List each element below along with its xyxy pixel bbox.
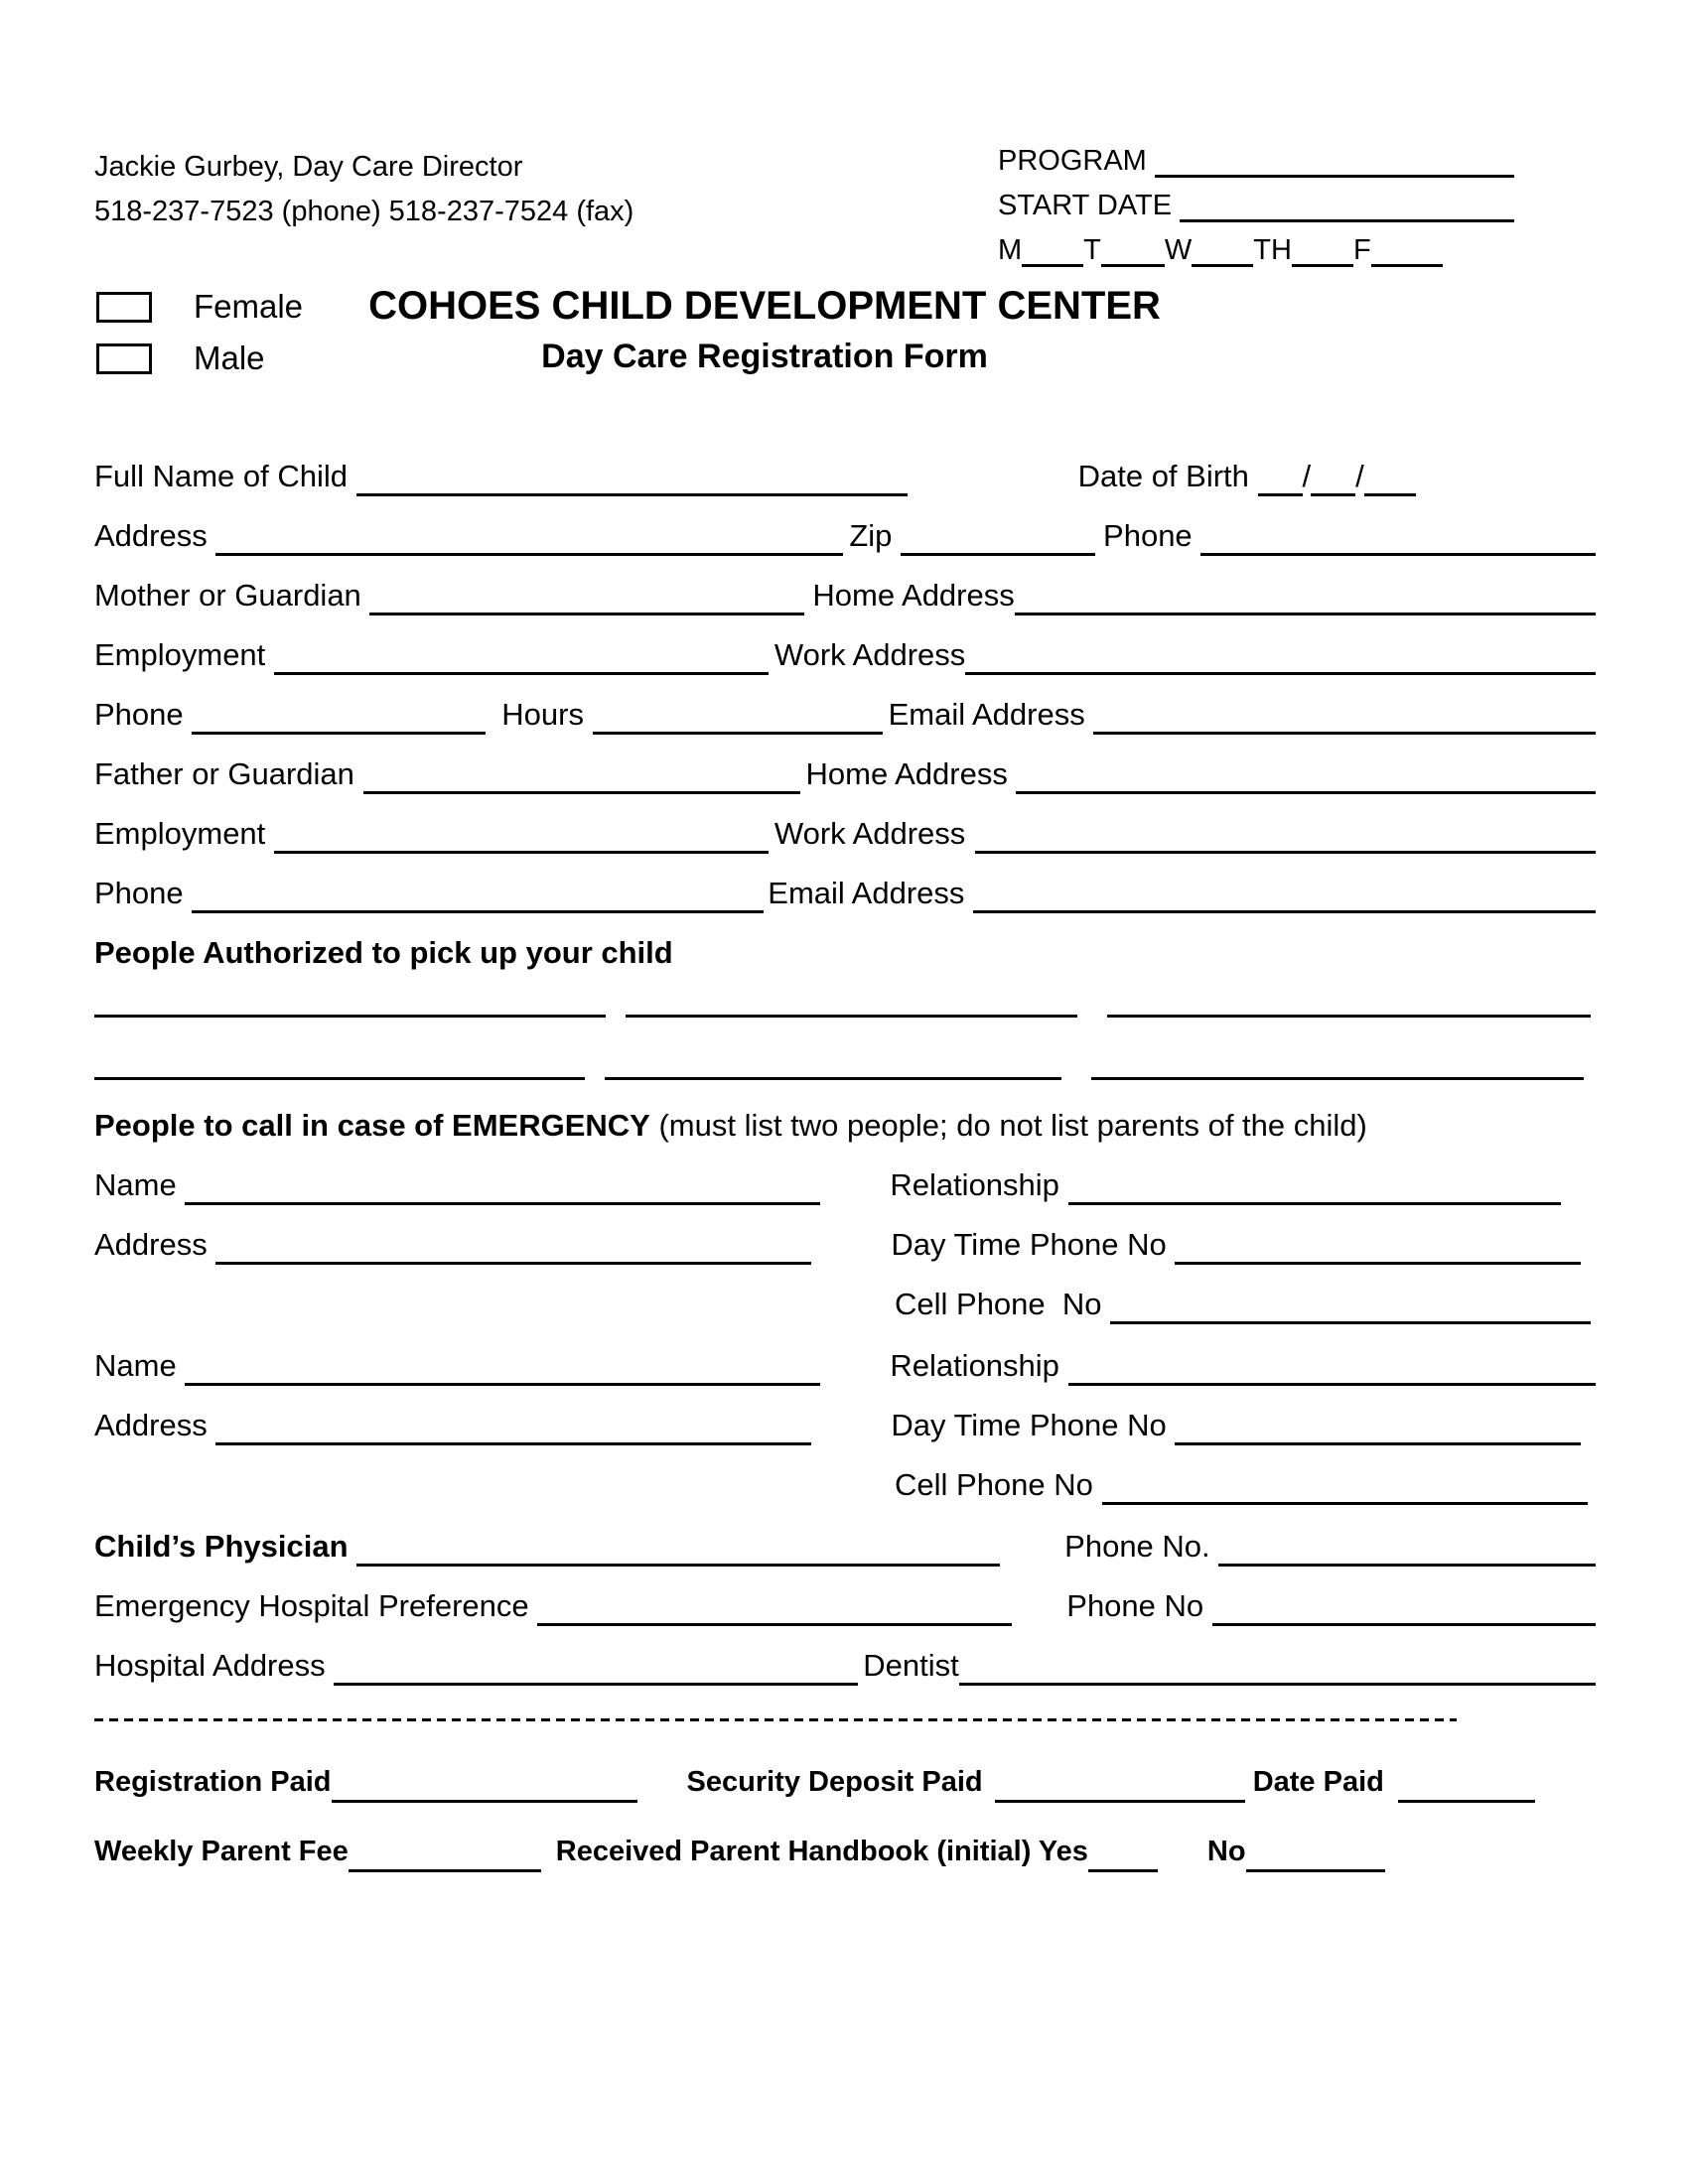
emergency1-address-row <box>94 1205 1596 1265</box>
wednesday-field-line[interactable] <box>1192 254 1253 267</box>
hospital-preference-field-line[interactable] <box>537 1613 1012 1626</box>
security-deposit-field-line[interactable] <box>995 1790 1245 1803</box>
full-name-label: Full Name of Child <box>94 459 356 493</box>
emergency2-name-row <box>94 1324 1596 1386</box>
hospital-preference-row <box>94 1567 1596 1626</box>
handbook-yes-field-line[interactable] <box>1088 1859 1158 1872</box>
mother-work-address-field-line[interactable] <box>965 662 1596 675</box>
father-home-address-field-line[interactable] <box>1016 781 1596 794</box>
father-label: Father or Guardian <box>94 756 363 791</box>
tuesday-label: T <box>1083 234 1101 266</box>
dob-label: Date of Birth <box>1077 459 1258 493</box>
thursday-field-line[interactable] <box>1292 254 1353 267</box>
emergency-heading-note: (must list two people; do not list parents of the child) <box>649 1108 1367 1143</box>
dashed-separator <box>94 1718 1457 1721</box>
separator-row <box>94 1686 1596 1721</box>
address-label: Address <box>94 1408 216 1442</box>
director-contact-block <box>94 145 633 234</box>
pickup-heading: People Authorized to pick up your child <box>94 935 673 970</box>
physician-phone-label: Phone No. <box>1064 1529 1219 1564</box>
pickup-row-2 <box>94 1018 1596 1080</box>
monday-label: M <box>998 234 1023 266</box>
mother-employment-field-line[interactable] <box>274 662 769 675</box>
pickup-5-field-line[interactable] <box>605 1067 1061 1080</box>
emergency1-daytime-phone-field-line[interactable] <box>1175 1252 1581 1265</box>
physician-row <box>94 1505 1596 1567</box>
weekly-fee-label: Weekly Parent Fee <box>94 1836 349 1867</box>
father-phone-row <box>94 854 1596 913</box>
emergency-heading: People to call in case of EMERGENCY <box>94 1108 650 1143</box>
friday-field-line[interactable] <box>1371 254 1443 267</box>
father-employment-field-line[interactable] <box>274 841 769 854</box>
program-field-line[interactable] <box>1155 165 1514 178</box>
mother-hours-field-line[interactable] <box>593 722 883 735</box>
home-address-label: Home Address <box>812 578 1015 613</box>
registration-paid-label: Registration Paid <box>94 1766 332 1798</box>
pickup-row-1 <box>94 973 1596 1018</box>
mother-email-field-line[interactable] <box>1093 722 1596 735</box>
father-phone-field-line[interactable] <box>192 900 764 913</box>
name-label: Name <box>94 1167 186 1202</box>
mother-row <box>94 556 1596 615</box>
physician-phone-field-line[interactable] <box>1218 1554 1596 1567</box>
director-name: Jackie Gurbey, Day Care Director <box>94 151 523 183</box>
weekly-fee-row <box>94 1803 1596 1872</box>
emergency2-cell-row <box>94 1445 1596 1505</box>
dob-slash-2: / <box>1355 459 1364 493</box>
mother-home-address-field-line[interactable] <box>1015 603 1596 615</box>
phone-label: Phone <box>94 697 193 732</box>
start-date-label: START DATE <box>998 190 1181 221</box>
hospital-address-field-line[interactable] <box>334 1673 858 1686</box>
work-address-label: Work Address <box>774 816 966 851</box>
address-field-line[interactable] <box>215 543 843 556</box>
employment-label: Employment <box>94 816 274 851</box>
emergency1-cell-row <box>94 1265 1596 1324</box>
pickup-2-field-line[interactable] <box>626 1005 1077 1018</box>
tuesday-field-line[interactable] <box>1101 254 1165 267</box>
emergency2-cell-phone-field-line[interactable] <box>1102 1492 1588 1505</box>
work-address-label: Work Address <box>774 637 966 672</box>
hours-label: Hours <box>501 697 593 732</box>
hospital-address-label: Hospital Address <box>94 1648 335 1683</box>
handbook-yes-label: Received Parent Handbook (initial) Yes <box>555 1836 1088 1867</box>
zip-field-line[interactable] <box>901 543 1095 556</box>
male-label: Male <box>194 340 265 376</box>
gender-selection <box>96 281 303 384</box>
emergency1-name-field-line[interactable] <box>185 1192 820 1205</box>
email-label: Email Address <box>888 697 1094 732</box>
address-label: Address <box>94 1227 216 1262</box>
form-subtitle: Day Care Registration Form <box>541 338 988 375</box>
father-email-field-line[interactable] <box>973 900 1596 913</box>
male-checkbox[interactable] <box>96 343 152 374</box>
emergency1-cell-phone-field-line[interactable] <box>1110 1311 1591 1324</box>
dentist-field-line[interactable] <box>959 1673 1596 1686</box>
child-name-row <box>94 437 1596 496</box>
emergency1-relationship-field-line[interactable] <box>1068 1192 1561 1205</box>
dob-month-field-line[interactable] <box>1258 483 1303 496</box>
dentist-label: Dentist <box>863 1648 959 1683</box>
friday-label: F <box>1352 234 1371 266</box>
female-label: Female <box>194 288 304 325</box>
mother-phone-field-line[interactable] <box>192 722 486 735</box>
pickup-3-field-line[interactable] <box>1107 1005 1591 1018</box>
start-date-field-line[interactable] <box>1180 209 1514 222</box>
female-checkbox[interactable] <box>96 292 152 323</box>
handbook-no-field-line[interactable] <box>1246 1859 1385 1872</box>
hospital-preference-label: Emergency Hospital Preference <box>94 1588 538 1623</box>
dob-day-field-line[interactable] <box>1311 483 1355 496</box>
program-block <box>998 133 1514 267</box>
wednesday-label: W <box>1164 234 1193 266</box>
date-paid-field-line[interactable] <box>1398 1790 1535 1803</box>
hospital-phone-label: Phone No <box>1066 1588 1212 1623</box>
relationship-label: Relationship <box>890 1167 1068 1202</box>
relationship-label: Relationship <box>890 1348 1068 1383</box>
thursday-label: TH <box>1253 234 1292 266</box>
mother-name-field-line[interactable] <box>369 603 804 615</box>
form-title <box>328 280 1201 381</box>
email-label: Email Address <box>768 876 974 910</box>
mother-phone-row <box>94 675 1596 735</box>
physician-field-line[interactable] <box>356 1554 1000 1567</box>
father-name-field-line[interactable] <box>363 781 800 794</box>
dob-year-field-line[interactable] <box>1364 483 1416 496</box>
emergency1-address-field-line[interactable] <box>215 1252 811 1265</box>
emergency2-address-row <box>94 1386 1596 1445</box>
hospital-address-row <box>94 1626 1596 1686</box>
father-employment-row <box>94 794 1596 854</box>
phone-label: Phone <box>94 876 193 910</box>
zip-label: Zip <box>849 518 902 553</box>
mother-label: Mother or Guardian <box>94 578 370 613</box>
emergency2-name-field-line[interactable] <box>185 1373 820 1386</box>
emergency2-relationship-field-line[interactable] <box>1068 1373 1596 1386</box>
center-name-title: COHOES CHILD DEVELOPMENT CENTER <box>368 284 1161 328</box>
emergency2-address-field-line[interactable] <box>215 1433 811 1445</box>
security-deposit-label: Security Deposit Paid <box>686 1766 991 1798</box>
registration-paid-field-line[interactable] <box>332 1790 637 1803</box>
child-address-row <box>94 496 1596 556</box>
dob-slash-1: / <box>1302 459 1312 493</box>
full-name-field-line[interactable] <box>356 483 908 496</box>
program-label: PROGRAM <box>998 145 1155 177</box>
pickup-4-field-line[interactable] <box>94 1067 585 1080</box>
cell-phone-label: Cell Phone No <box>895 1287 1111 1321</box>
emergency2-daytime-phone-field-line[interactable] <box>1175 1433 1581 1445</box>
weekly-fee-field-line[interactable] <box>349 1859 541 1872</box>
date-paid-label: Date Paid <box>1252 1766 1392 1798</box>
daytime-phone-label: Day Time Phone No <box>891 1408 1176 1442</box>
physician-label: Child’s Physician <box>94 1529 357 1564</box>
father-row <box>94 735 1596 794</box>
monday-field-line[interactable] <box>1022 254 1083 267</box>
home-address-label: Home Address <box>805 756 1008 791</box>
name-label: Name <box>94 1348 186 1383</box>
phone-field-line[interactable] <box>1200 543 1596 556</box>
address-label: Address <box>94 518 216 553</box>
father-work-address-field-line[interactable] <box>975 841 1596 854</box>
pickup-section-heading-row <box>94 913 1596 973</box>
cell-phone-label: Cell Phone No <box>895 1467 1102 1502</box>
form-body <box>94 437 1596 1872</box>
handbook-no-label: No <box>1206 1836 1246 1867</box>
emergency-section-heading-row <box>94 1080 1596 1146</box>
pickup-1-field-line[interactable] <box>94 1005 606 1018</box>
emergency1-name-row <box>94 1146 1596 1205</box>
hospital-phone-field-line[interactable] <box>1212 1613 1596 1626</box>
mother-employment-row <box>94 615 1596 675</box>
daytime-phone-label: Day Time Phone No <box>891 1227 1176 1262</box>
pickup-6-field-line[interactable] <box>1091 1067 1584 1080</box>
registration-paid-row <box>94 1721 1596 1803</box>
director-phone-fax: 518-237-7523 (phone) 518-237-7524 (fax) <box>94 196 634 227</box>
phone-label: Phone <box>1103 518 1201 553</box>
employment-label: Employment <box>94 637 274 672</box>
